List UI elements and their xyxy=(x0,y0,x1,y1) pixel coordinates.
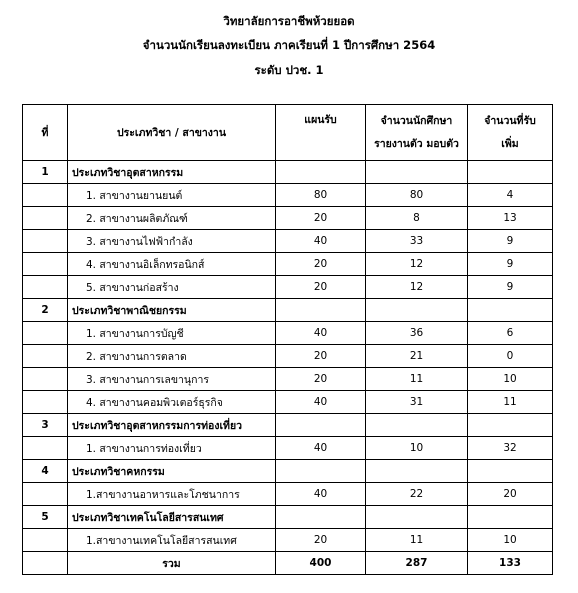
table-row xyxy=(23,391,553,414)
extra-value: 9 xyxy=(468,276,553,299)
table-row xyxy=(23,230,553,253)
group-plan-cell xyxy=(276,414,366,437)
plan-value: 20 xyxy=(276,529,366,552)
group-number: 1 xyxy=(23,161,68,184)
reported-value: 8 xyxy=(366,207,468,230)
col-extra-header-line2: เพิ่ม xyxy=(501,137,519,150)
reported-value: 33 xyxy=(366,230,468,253)
reported-value: 80 xyxy=(366,184,468,207)
group-plan-cell xyxy=(276,460,366,483)
group-extra-cell xyxy=(468,460,553,483)
reported-value: 12 xyxy=(366,253,468,276)
row-number-cell xyxy=(23,322,68,345)
group-name: ประเภทวิชาพาณิชยกรรม xyxy=(68,299,276,322)
plan-value: 40 xyxy=(276,437,366,460)
group-number: 5 xyxy=(23,506,68,529)
extra-value: 10 xyxy=(468,529,553,552)
table-row xyxy=(23,276,553,299)
row-number-cell xyxy=(23,391,68,414)
table-row xyxy=(23,322,553,345)
reported-value: 31 xyxy=(366,391,468,414)
reported-value: 36 xyxy=(366,322,468,345)
col-extra-header xyxy=(468,105,553,161)
document-subtitle: จำนวนนักเรียนลงทะเบียน ภาคเรียนที่ 1 ปีการศึกษา 2564 xyxy=(142,38,436,52)
reported-value: 21 xyxy=(366,345,468,368)
extra-value: 10 xyxy=(468,368,553,391)
group-row xyxy=(23,506,553,529)
group-extra-cell xyxy=(468,414,553,437)
col-reported-header-line2: รายงานตัว มอบตัว xyxy=(374,137,459,150)
row-number-cell xyxy=(23,276,68,299)
table-row xyxy=(23,368,553,391)
col-no-header: ที่ xyxy=(23,105,68,161)
plan-value: 20 xyxy=(276,207,366,230)
group-name: ประเภทวิชาอุตสาหกรรม xyxy=(68,161,276,184)
reported-value: 11 xyxy=(366,529,468,552)
reported-value: 11 xyxy=(366,368,468,391)
row-number-cell xyxy=(23,483,68,506)
extra-value: 4 xyxy=(468,184,553,207)
group-extra-cell xyxy=(468,506,553,529)
program-name: 4. สาขางานอิเล็กทรอนิกส์ xyxy=(68,253,276,276)
row-number-cell xyxy=(23,184,68,207)
extra-value: 11 xyxy=(468,391,553,414)
group-number: 2 xyxy=(23,299,68,322)
group-reported-cell xyxy=(366,161,468,184)
enrollment-table xyxy=(22,104,553,575)
row-number-cell xyxy=(23,230,68,253)
col-extra-header-line1: จำนวนที่รับ xyxy=(484,114,536,127)
group-row xyxy=(23,414,553,437)
group-reported-cell xyxy=(366,299,468,322)
group-extra-cell xyxy=(468,161,553,184)
row-number-cell xyxy=(23,529,68,552)
extra-value: 13 xyxy=(468,207,553,230)
program-name: 4. สาขางานคอมพิวเตอร์ธุรกิจ xyxy=(68,391,276,414)
group-row xyxy=(23,460,553,483)
col-type-header: ประเภทวิชา / สาขางาน xyxy=(68,105,276,161)
document-title: วิทยาลัยการอาชีพห้วยยอด xyxy=(223,14,355,28)
group-number: 3 xyxy=(23,414,68,437)
group-extra-cell xyxy=(468,299,553,322)
group-reported-cell xyxy=(366,506,468,529)
plan-value: 20 xyxy=(276,253,366,276)
group-name: ประเภทวิชาคหกรรม xyxy=(68,460,276,483)
table-row xyxy=(23,253,553,276)
plan-value: 20 xyxy=(276,368,366,391)
total-reported: 287 xyxy=(366,552,468,575)
group-row xyxy=(23,299,553,322)
plan-value: 20 xyxy=(276,345,366,368)
program-name: 1. สาขางานยานยนต์ xyxy=(68,184,276,207)
group-reported-cell xyxy=(366,460,468,483)
total-row xyxy=(23,552,553,575)
program-name: 2. สาขางานผลิตภัณฑ์ xyxy=(68,207,276,230)
table-row xyxy=(23,345,553,368)
col-reported-header xyxy=(366,105,468,161)
extra-value: 0 xyxy=(468,345,553,368)
col-reported-header-line1: จำนวนนักศึกษา xyxy=(380,114,453,127)
plan-value: 40 xyxy=(276,391,366,414)
program-name: 1.สาขางานอาหารและโภชนาการ xyxy=(68,483,276,506)
group-number: 4 xyxy=(23,460,68,483)
group-plan-cell xyxy=(276,299,366,322)
row-number-cell xyxy=(23,437,68,460)
table-row xyxy=(23,207,553,230)
total-plan: 400 xyxy=(276,552,366,575)
table-row xyxy=(23,529,553,552)
plan-value: 40 xyxy=(276,483,366,506)
group-reported-cell xyxy=(366,414,468,437)
extra-value: 9 xyxy=(468,230,553,253)
extra-value: 32 xyxy=(468,437,553,460)
group-plan-cell xyxy=(276,506,366,529)
table-header-row xyxy=(23,105,553,161)
plan-value: 40 xyxy=(276,230,366,253)
plan-value: 40 xyxy=(276,322,366,345)
program-name: 3. สาขางานการเลขานุการ xyxy=(68,368,276,391)
program-name: 3. สาขางานไฟฟ้ากำลัง xyxy=(68,230,276,253)
reported-value: 22 xyxy=(366,483,468,506)
group-name: ประเภทวิชาอุตสาหกรรมการท่องเที่ยว xyxy=(68,414,276,437)
col-plan-header: แผนรับ xyxy=(276,105,366,161)
total-number-cell xyxy=(23,552,68,575)
row-number-cell xyxy=(23,253,68,276)
extra-value: 9 xyxy=(468,253,553,276)
plan-value: 20 xyxy=(276,276,366,299)
table-row xyxy=(23,483,553,506)
group-row xyxy=(23,161,553,184)
program-name: 5. สาขางานก่อสร้าง xyxy=(68,276,276,299)
extra-value: 6 xyxy=(468,322,553,345)
row-number-cell xyxy=(23,345,68,368)
group-name: ประเภทวิชาเทคโนโลยีสารสนเทศ xyxy=(68,506,276,529)
table-row xyxy=(23,184,553,207)
total-extra: 133 xyxy=(468,552,553,575)
group-plan-cell xyxy=(276,161,366,184)
program-name: 1. สาขางานการบัญชี xyxy=(68,322,276,345)
program-name: 1.สาขางานเทคโนโลยีสารสนเทศ xyxy=(68,529,276,552)
reported-value: 10 xyxy=(366,437,468,460)
program-name: 1. สาขางานการท่องเที่ยว xyxy=(68,437,276,460)
plan-value: 80 xyxy=(276,184,366,207)
row-number-cell xyxy=(23,207,68,230)
program-name: 2. สาขางานการตลาด xyxy=(68,345,276,368)
extra-value: 20 xyxy=(468,483,553,506)
education-level: ระดับ ปวช. 1 xyxy=(254,63,324,77)
reported-value: 12 xyxy=(366,276,468,299)
total-label: รวม xyxy=(68,552,276,575)
row-number-cell xyxy=(23,368,68,391)
table-row xyxy=(23,437,553,460)
